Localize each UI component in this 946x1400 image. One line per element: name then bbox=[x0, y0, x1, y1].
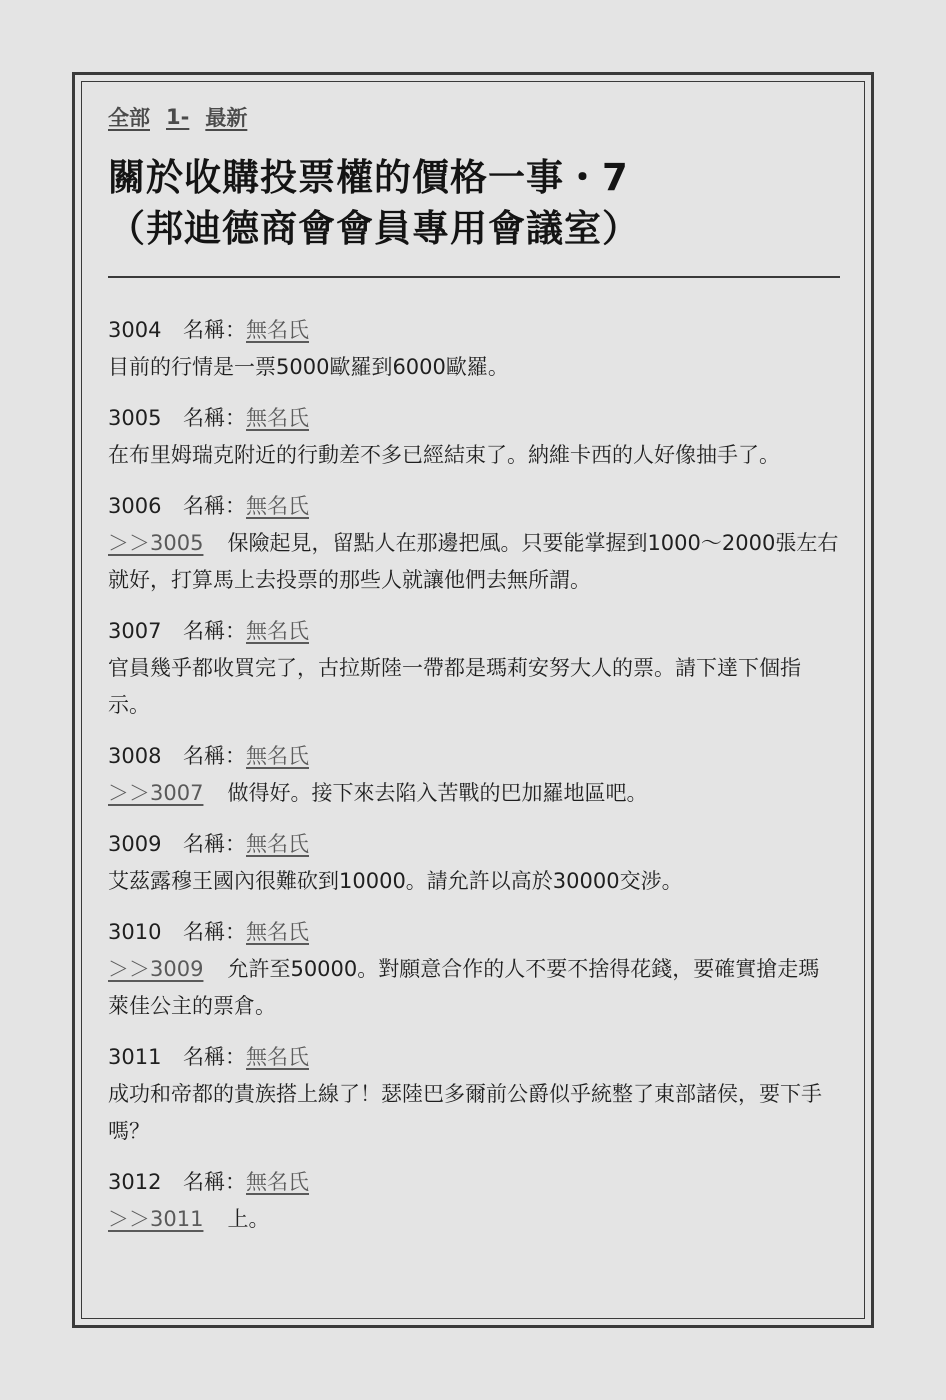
post-number: 3006 bbox=[108, 494, 162, 518]
post-item bbox=[108, 400, 840, 474]
post-body bbox=[108, 951, 840, 1025]
post-body bbox=[108, 525, 840, 599]
post-number: 3009 bbox=[108, 832, 162, 856]
post-item bbox=[108, 826, 840, 900]
post-body bbox=[108, 650, 840, 724]
reply-anchor-link[interactable]: ＞＞3007 bbox=[108, 781, 204, 805]
post-number: 3011 bbox=[108, 1045, 162, 1069]
post-name-label: 名稱： bbox=[183, 1045, 246, 1069]
poster-name-link[interactable]: 無名氏 bbox=[246, 318, 309, 342]
post-header bbox=[108, 312, 840, 349]
post-body bbox=[108, 437, 840, 474]
post-header bbox=[108, 738, 840, 775]
post-header bbox=[108, 613, 840, 650]
post-body bbox=[108, 775, 840, 812]
post-header bbox=[108, 1164, 840, 1201]
poster-name-link[interactable]: 無名氏 bbox=[246, 494, 309, 518]
poster-name-link[interactable]: 無名氏 bbox=[246, 920, 309, 944]
nav-all-link[interactable]: 全部 bbox=[108, 106, 150, 130]
post-header bbox=[108, 826, 840, 863]
nav-latest-link[interactable]: 最新 bbox=[205, 106, 248, 130]
post-name-label: 名稱： bbox=[183, 494, 246, 518]
post-header bbox=[108, 400, 840, 437]
thread-title-line2: （邦迪德商會會員專用會議室） bbox=[108, 207, 640, 250]
post-name-label: 名稱： bbox=[183, 832, 246, 856]
reply-anchor-link[interactable]: ＞＞3011 bbox=[108, 1207, 204, 1231]
post-number: 3007 bbox=[108, 619, 162, 643]
post-text: 上。 bbox=[227, 1207, 270, 1231]
poster-name-link[interactable]: 無名氏 bbox=[246, 832, 309, 856]
thread-page bbox=[108, 100, 840, 1252]
reply-anchor-link[interactable]: ＞＞3009 bbox=[108, 957, 204, 981]
post-header bbox=[108, 914, 840, 951]
thread-title bbox=[108, 152, 840, 254]
poster-name-link[interactable]: 無名氏 bbox=[246, 1170, 309, 1194]
post-text: 在布里姆瑞克附近的行動差不多已經結束了。納維卡西的人好像抽手了。 bbox=[108, 443, 780, 467]
post-number: 3004 bbox=[108, 318, 162, 342]
post-header bbox=[108, 488, 840, 525]
post-item bbox=[108, 1039, 840, 1150]
post-item bbox=[108, 312, 840, 386]
post-text: 允許至50000。對願意合作的人不要不捨得花錢，要確實搶走瑪萊佳公主的票倉。 bbox=[108, 957, 820, 1018]
post-item bbox=[108, 488, 840, 599]
post-text: 目前的行情是一票5000歐羅到6000歐羅。 bbox=[108, 355, 509, 379]
post-list bbox=[108, 312, 840, 1238]
post-header bbox=[108, 1039, 840, 1076]
post-name-label: 名稱： bbox=[183, 619, 246, 643]
post-name-label: 名稱： bbox=[183, 318, 246, 342]
post-number: 3010 bbox=[108, 920, 162, 944]
post-number: 3012 bbox=[108, 1170, 162, 1194]
post-item bbox=[108, 914, 840, 1025]
post-body bbox=[108, 1076, 840, 1150]
title-divider bbox=[108, 276, 840, 278]
post-item bbox=[108, 1164, 840, 1238]
poster-name-link[interactable]: 無名氏 bbox=[246, 1045, 309, 1069]
post-text: 成功和帝都的貴族搭上線了！瑟陸巴多爾前公爵似乎統整了東部諸侯，要下手嗎？ bbox=[108, 1082, 822, 1143]
post-item bbox=[108, 613, 840, 724]
post-text: 做得好。接下來去陷入苦戰的巴加羅地區吧。 bbox=[227, 781, 648, 805]
post-text: 艾茲露穆王國內很難砍到10000。請允許以高於30000交涉。 bbox=[108, 869, 683, 893]
post-name-label: 名稱： bbox=[183, 744, 246, 768]
post-text: 保險起見，留點人在那邊把風。只要能掌握到1000～2000張左右就好，打算馬上去投票的那些人就讓他們去無所謂。 bbox=[108, 531, 839, 592]
thread-nav bbox=[108, 100, 840, 134]
post-name-label: 名稱： bbox=[183, 920, 246, 944]
poster-name-link[interactable]: 無名氏 bbox=[246, 406, 309, 430]
post-text: 官員幾乎都收買完了，古拉斯陸一帶都是瑪莉安努大人的票。請下達下個指示。 bbox=[108, 656, 801, 717]
post-number: 3008 bbox=[108, 744, 162, 768]
post-name-label: 名稱： bbox=[183, 406, 246, 430]
post-number: 3005 bbox=[108, 406, 162, 430]
thread-title-line1: 關於收購投票權的價格一事・7 bbox=[108, 156, 629, 199]
poster-name-link[interactable]: 無名氏 bbox=[246, 744, 309, 768]
post-body bbox=[108, 863, 840, 900]
post-item bbox=[108, 738, 840, 812]
reply-anchor-link[interactable]: ＞＞3005 bbox=[108, 531, 204, 555]
post-body bbox=[108, 1201, 840, 1238]
post-body bbox=[108, 349, 840, 386]
post-name-label: 名稱： bbox=[183, 1170, 246, 1194]
poster-name-link[interactable]: 無名氏 bbox=[246, 619, 309, 643]
nav-range-link[interactable]: 1- bbox=[166, 105, 190, 129]
